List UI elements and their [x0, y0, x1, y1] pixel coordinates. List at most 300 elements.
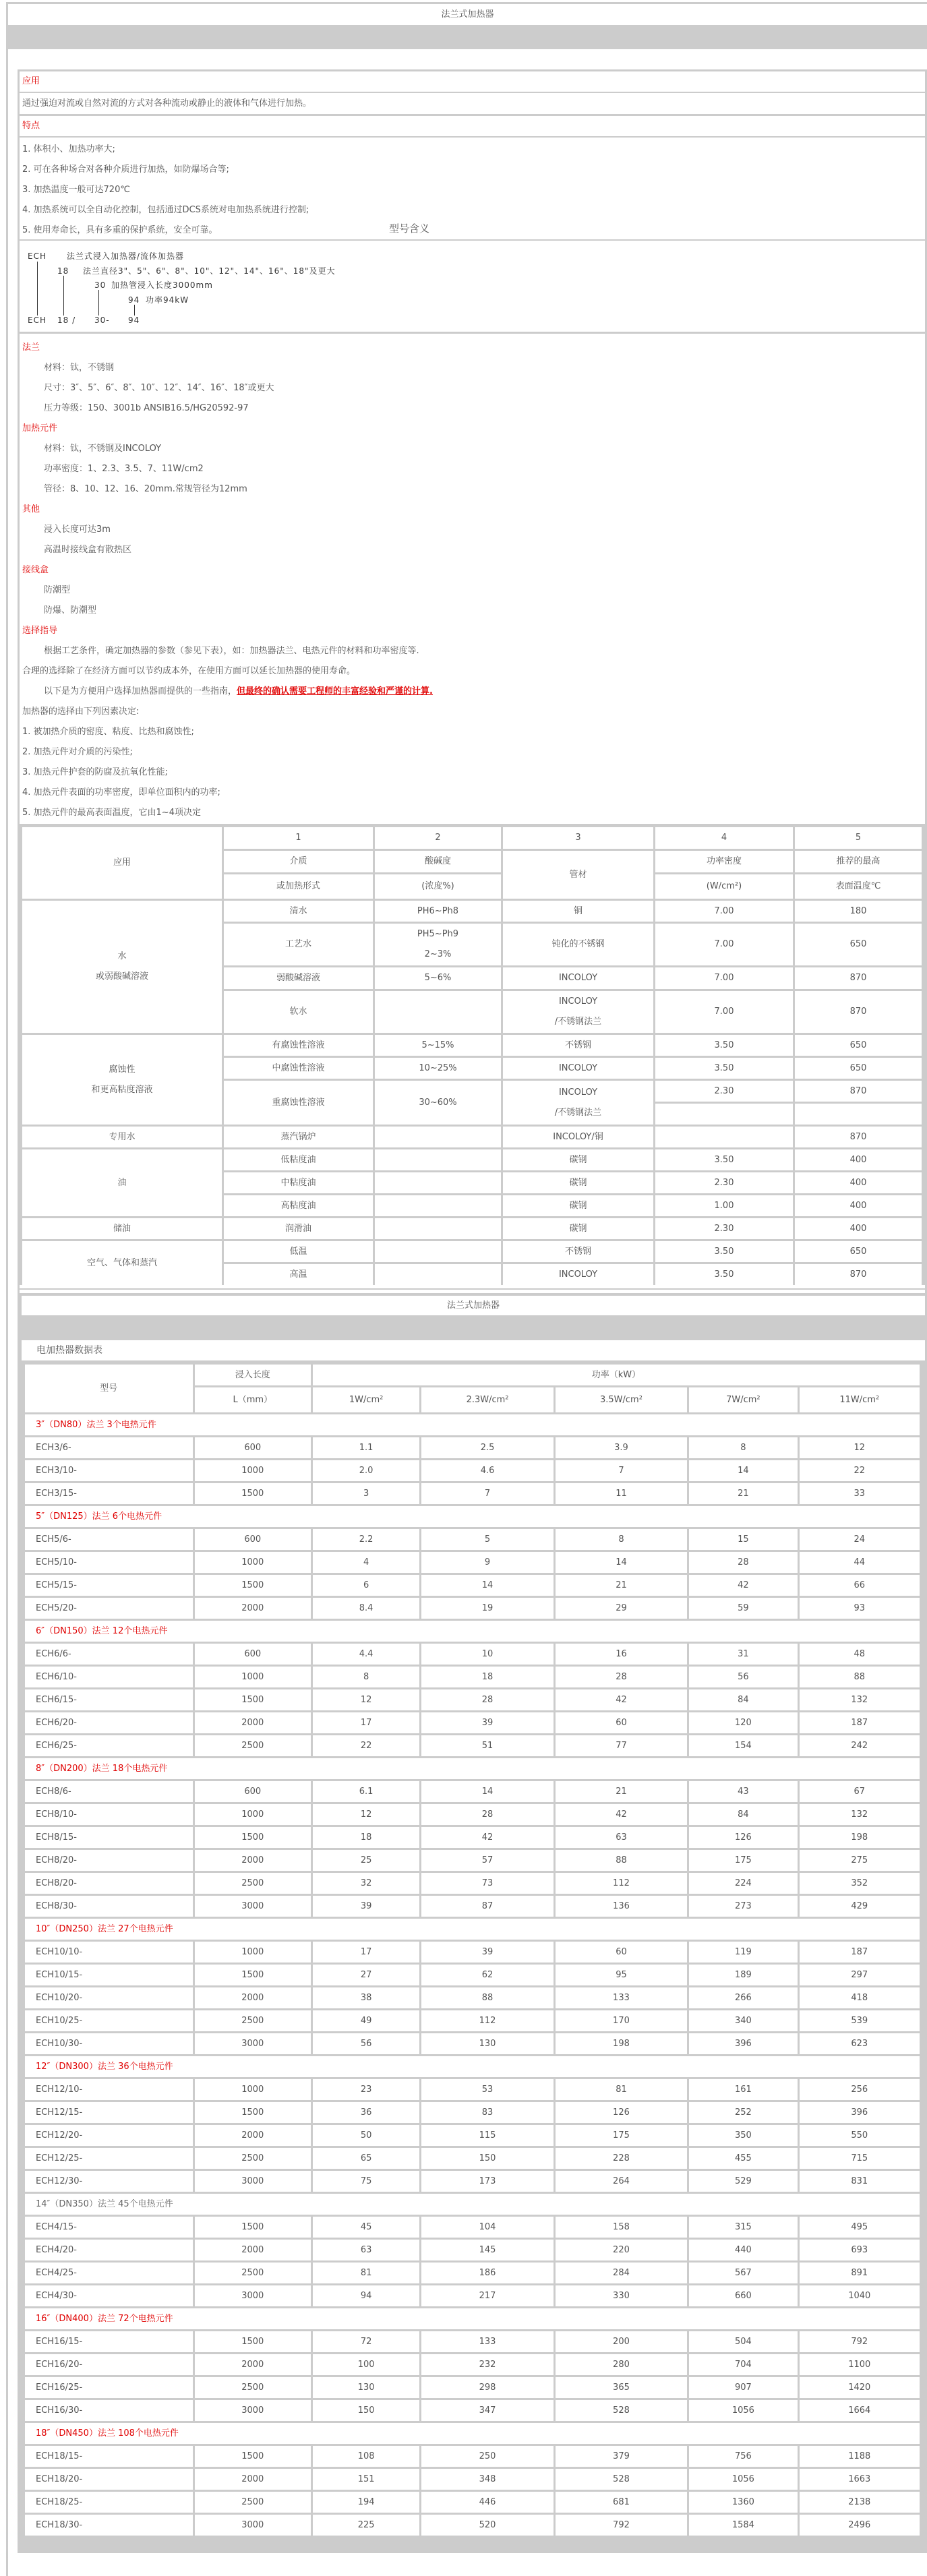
model-cell: ECH10/25-: [25, 2010, 193, 2031]
cell-line: 7.00: [714, 905, 734, 916]
cell-line: 3.50: [714, 1062, 734, 1073]
selection-cell: [795, 967, 922, 989]
model-cell: ECH18/20-: [25, 2469, 193, 2490]
title-band: [8, 25, 927, 49]
spec-text: 尺寸：3″、5″、6″、8″、10″、12″、14″、16″、18″或更大: [44, 383, 274, 393]
cell-line: 低温: [289, 1246, 307, 1257]
section-row: [25, 2423, 920, 2444]
power-cell: 39: [313, 1896, 419, 1917]
power-cell: 21: [556, 1575, 687, 1596]
spec-line: [22, 378, 925, 398]
section-row: [25, 1919, 920, 1940]
power-cell: 1420: [800, 2377, 920, 2398]
header-length-unit: L（mm）: [195, 1387, 311, 1412]
power-cell: 1056: [689, 2400, 797, 2421]
selection-cell: [795, 1241, 922, 1262]
power-cell: 4.4: [313, 1644, 419, 1665]
selection-cell: [503, 851, 653, 899]
power-cell: 59: [689, 1598, 797, 1619]
cell-line: 870: [849, 1131, 867, 1142]
feature-item: 3. 加热温度一般可达720℃: [22, 185, 130, 195]
cell-line: 180: [849, 905, 867, 916]
power-cell: 528: [556, 2469, 687, 2490]
selection-row: [22, 1149, 922, 1170]
length-cell: 1500: [195, 1689, 311, 1710]
selection-cell: [795, 1195, 922, 1216]
power-cell: 31: [689, 1644, 797, 1665]
power-cell: 32: [313, 1873, 419, 1894]
spec-text: 材料：钛，不锈钢: [44, 363, 115, 373]
diagram-bottom-30: 30-: [94, 316, 110, 325]
power-cell: 100: [313, 2354, 419, 2375]
table-row: [25, 1873, 920, 1894]
cell-line: 酸碱度: [424, 856, 451, 866]
length-cell: 3000: [195, 2171, 311, 2192]
diagram-30-desc: 加热管浸入长度3000mm: [111, 280, 213, 290]
selection-row: [22, 1241, 922, 1262]
diagram-line: [98, 290, 99, 316]
selection-cell: [503, 901, 653, 922]
length-cell: 1500: [195, 1575, 311, 1596]
table-row: [25, 1529, 920, 1550]
spec-line: [22, 783, 925, 803]
power-cell: 3.9: [556, 1437, 687, 1458]
table-row: [25, 2263, 920, 2283]
length-cell: 1000: [195, 1942, 311, 1963]
power-cell: 88: [800, 1667, 920, 1687]
power-cell: 6: [313, 1575, 419, 1596]
length-cell: 1000: [195, 1804, 311, 1825]
selection-cell: [795, 991, 922, 1033]
power-cell: 83: [421, 2102, 553, 2123]
power-cell: 12: [313, 1689, 419, 1710]
cell-line: 3.50: [714, 1269, 734, 1280]
power-cell: 264: [556, 2171, 687, 2192]
selection-cell: [375, 1241, 501, 1262]
power-cell: 63: [313, 2240, 419, 2260]
length-cell: 600: [195, 1644, 311, 1665]
cell-line: 铜: [573, 905, 582, 916]
spec-text: 根据工艺条件，确定加热器的参数（参见下表），如：加热器法兰、电热元件的材料和功率密度等.: [44, 646, 419, 656]
power-cell: 440: [689, 2240, 797, 2260]
power-cell: 298: [421, 2377, 553, 2398]
spec-line: [22, 398, 925, 419]
cell-line: 650: [849, 1246, 867, 1257]
section-row: [25, 1506, 920, 1527]
power-cell: 62: [421, 1965, 553, 1985]
selection-cell: [655, 1195, 793, 1216]
power-cell: 18: [313, 1827, 419, 1848]
length-cell: 3000: [195, 2285, 311, 2306]
table-row: [25, 2102, 920, 2123]
length-cell: 2500: [195, 1873, 311, 1894]
cell-line: PH5~Ph9: [417, 929, 459, 939]
model-cell: ECH12/30-: [25, 2171, 193, 2192]
selection-cell: [655, 1264, 793, 1285]
cell-line: 软水: [289, 1007, 307, 1017]
length-cell: 2500: [195, 2263, 311, 2283]
selection-cell: [655, 1035, 793, 1056]
table-row: [25, 1942, 920, 1963]
power-cell: 7: [556, 1460, 687, 1481]
table-row: [25, 1827, 920, 1848]
selection-cell: [503, 991, 653, 1033]
table-row: [25, 2240, 920, 2260]
power-cell: 1663: [800, 2469, 920, 2490]
table-row: [25, 1987, 920, 2008]
power-cell: 396: [800, 2102, 920, 2123]
model-cell: ECH6/15-: [25, 1689, 193, 1710]
selection-cell: [224, 1172, 373, 1193]
spec-heading: [22, 419, 925, 439]
cell-line: INCOLOY: [558, 1087, 598, 1098]
header-density-2: 2.3W/cm²: [421, 1387, 553, 1412]
model-cell: ECH16/15-: [25, 2331, 193, 2352]
cell-line: 7.00: [714, 1007, 734, 1017]
model-cell: ECH4/15-: [25, 2217, 193, 2238]
diagram-bottom-18: 18 /: [57, 316, 76, 325]
model-cell: ECH8/20-: [25, 1850, 193, 1871]
spec-text: 功率密度：1、2.3、3.5、7、11W/cm2: [44, 464, 204, 474]
power-cell: 352: [800, 1873, 920, 1894]
power-cell: 14: [421, 1575, 553, 1596]
power-cell: 242: [800, 1735, 920, 1756]
power-cell: 8.4: [313, 1598, 419, 1619]
spec-text: 法兰: [22, 342, 40, 353]
diagram-line: [63, 276, 64, 316]
power-cell: 550: [800, 2125, 920, 2146]
selection-cell: [375, 1127, 501, 1147]
selection-cell: [375, 901, 501, 922]
model-cell: ECH8/30-: [25, 1896, 193, 1917]
cell-line: 3.50: [714, 1154, 734, 1165]
power-cell: 28: [556, 1667, 687, 1687]
selection-cell: [503, 924, 653, 965]
model-cell: ECH4/25-: [25, 2263, 193, 2283]
spec-line: [22, 580, 925, 601]
cell-line: 高粘度油: [280, 1200, 316, 1211]
model-cell: ECH6/20-: [25, 1712, 193, 1733]
selection-cell: [503, 1241, 653, 1262]
power-cell: 1584: [689, 2515, 797, 2536]
spec-text: 压力等级：150、3001b ANSIB16.5/HG20592-97: [44, 403, 249, 413]
power-cell: 84: [689, 1689, 797, 1710]
length-cell: 1500: [195, 1965, 311, 1985]
power-cell: 130: [421, 2033, 553, 2054]
cell-line: 中粘度油: [280, 1177, 316, 1188]
table-row: [25, 1460, 920, 1481]
cell-line: 碳钢: [569, 1154, 587, 1165]
power-cell: 350: [689, 2125, 797, 2146]
spec-line: [22, 459, 925, 479]
power-cell: 186: [421, 2263, 553, 2283]
selection-cell: [375, 1264, 501, 1285]
selection-cell: [224, 1058, 373, 1079]
selection-cell: [22, 827, 222, 899]
spec-text: 接线盒: [22, 565, 49, 575]
power-cell: 528: [556, 2400, 687, 2421]
length-cell: 3000: [195, 2033, 311, 2054]
section-row: [25, 2056, 920, 2077]
cell-line: 400: [849, 1223, 867, 1234]
cell-line: 钝化的不锈钢: [551, 939, 605, 949]
selection-cell: [795, 874, 922, 899]
cell-line: 应用: [113, 858, 131, 868]
selection-cell: [655, 1058, 793, 1079]
power-cell: 150: [421, 2148, 553, 2169]
power-cell: 273: [689, 1896, 797, 1917]
length-cell: 1500: [195, 2446, 311, 2467]
features-list: [20, 138, 925, 239]
power-cell: 567: [689, 2263, 797, 2283]
spec-line: [22, 762, 925, 783]
selection-cell: [655, 827, 793, 849]
power-cell: 42: [689, 1575, 797, 1596]
spec-line: [22, 601, 925, 621]
selection-cell: [375, 1172, 501, 1193]
cell-line: 工艺水: [285, 939, 311, 949]
selection-cell: [795, 851, 922, 872]
power-cell: 756: [689, 2446, 797, 2467]
length-cell: 1000: [195, 1667, 311, 1687]
selection-cell: [795, 1218, 922, 1239]
power-cell: 693: [800, 2240, 920, 2260]
spec-heading: [22, 560, 925, 580]
selection-cell: [795, 924, 922, 965]
power-cell: 43: [689, 1781, 797, 1802]
power-cell: 200: [556, 2331, 687, 2352]
power-cell: 11: [556, 1483, 687, 1504]
length-cell: 2500: [195, 2377, 311, 2398]
power-cell: 189: [689, 1965, 797, 1985]
power-cell: 81: [556, 2079, 687, 2100]
spec-line: [22, 702, 925, 722]
power-cell: 115: [421, 2125, 553, 2146]
power-cell: 14: [421, 1781, 553, 1802]
selection-cell: [503, 1035, 653, 1056]
model-cell: ECH10/15-: [25, 1965, 193, 1985]
power-cell: 2.5: [421, 1437, 553, 1458]
cell-line: 400: [849, 1200, 867, 1211]
table-row: [25, 2515, 920, 2536]
power-cell: 175: [556, 2125, 687, 2146]
power-cell: 252: [689, 2102, 797, 2123]
power-cell: 75: [313, 2171, 419, 2192]
power-cell: 120: [689, 1712, 797, 1733]
selection-cell: [375, 1218, 501, 1239]
diagram-line: [134, 305, 135, 316]
power-cell: 715: [800, 2148, 920, 2169]
power-cell: 161: [689, 2079, 797, 2100]
power-cell: 94: [313, 2285, 419, 2306]
model-cell: ECH6/25-: [25, 1735, 193, 1756]
cell-line: 2.30: [714, 1177, 734, 1188]
power-cell: 42: [556, 1689, 687, 1710]
power-cell: 67: [800, 1781, 920, 1802]
table-row: [25, 2125, 920, 2146]
length-cell: 1500: [195, 2217, 311, 2238]
table-row: [25, 1781, 920, 1802]
power-cell: 95: [556, 1965, 687, 1985]
header-length: 浸入长度: [195, 1365, 311, 1385]
model-cell: ECH6/6-: [25, 1644, 193, 1665]
diagram-18: 18: [57, 266, 69, 276]
heater-data-table: [23, 1362, 922, 2538]
power-cell: 23: [313, 2079, 419, 2100]
table-row: [25, 1689, 920, 1710]
selection-cell: [224, 1218, 373, 1239]
power-cell: 132: [800, 1689, 920, 1710]
power-cell: 2.0: [313, 1460, 419, 1481]
spec-line: [22, 803, 925, 823]
power-cell: 1360: [689, 2492, 797, 2513]
spacer-strip: [20, 1290, 925, 1293]
power-cell: 57: [421, 1850, 553, 1871]
cell-line: 推荐的最高: [836, 856, 880, 866]
table-row: [25, 2354, 920, 2375]
diagram-18-desc: 法兰直径3"、5"、6"、8"、10"、12"、14"、16"、18"及更大: [83, 266, 336, 276]
section-title: 16″（DN400）法兰 72个电热元件: [25, 2308, 920, 2329]
selection-cell: [503, 1058, 653, 1079]
spec-text: 加热元件: [22, 423, 58, 433]
features-heading: 特点: [20, 116, 925, 136]
diagram-line: [37, 262, 38, 316]
table-row: [25, 2400, 920, 2421]
power-cell: 150: [313, 2400, 419, 2421]
table-row: [25, 1735, 920, 1756]
selection-cell: [795, 1172, 922, 1193]
selection-cell: [224, 1241, 373, 1262]
table-row: [25, 1644, 920, 1665]
power-cell: 19: [421, 1598, 553, 1619]
power-cell: 529: [689, 2171, 797, 2192]
diagram-bottom-94: 94: [128, 316, 140, 325]
power-cell: 792: [800, 2331, 920, 2352]
power-cell: 340: [689, 2010, 797, 2031]
spec-text: 管径：8、10、12、16、20mm.常规管径为12mm: [44, 484, 247, 494]
power-cell: 108: [313, 2446, 419, 2467]
power-cell: 704: [689, 2354, 797, 2375]
cell-line: 清水: [289, 905, 307, 916]
power-cell: 65: [313, 2148, 419, 2169]
power-cell: 133: [556, 1987, 687, 2008]
power-cell: 907: [689, 2377, 797, 2398]
cell-line: 碳钢: [569, 1177, 587, 1188]
power-cell: 315: [689, 2217, 797, 2238]
selection-cell: [224, 901, 373, 922]
power-cell: 1056: [689, 2469, 797, 2490]
power-cell: 495: [800, 2217, 920, 2238]
cell-line: 3.50: [714, 1246, 734, 1257]
spec-text: 1. 被加热介质的密度、粘度、比热和腐蚀性;: [22, 727, 194, 737]
power-cell: 297: [800, 1965, 920, 1985]
application-text: 通过强迫对流或自然对流的方式对各种流动或静止的液体和气体进行加热。: [20, 93, 925, 114]
table-row: [25, 2331, 920, 2352]
power-cell: 429: [800, 1896, 920, 1917]
spec-text: 加热器的选择由下列因素决定:: [22, 707, 140, 717]
section-row: [25, 2308, 920, 2329]
length-cell: 2000: [195, 2469, 311, 2490]
power-cell: 45: [313, 2217, 419, 2238]
length-cell: 2000: [195, 2354, 311, 2375]
model-cell: ECH16/30-: [25, 2400, 193, 2421]
power-cell: 198: [800, 1827, 920, 1848]
spec-text: 4. 加热元件表面的功率密度，即单位面积内的功率;: [22, 787, 220, 798]
power-cell: 455: [689, 2148, 797, 2169]
selection-cell: [503, 1218, 653, 1239]
selection-cell: [655, 1241, 793, 1262]
selection-cell: [503, 827, 653, 849]
selection-cell: [375, 1058, 501, 1079]
selection-cell: [375, 924, 501, 965]
spec-line: [22, 682, 925, 702]
section-title: 12″（DN300）法兰 36个电热元件: [25, 2056, 920, 2077]
second-title-band: [22, 1316, 925, 1340]
power-cell: 28: [689, 1552, 797, 1573]
power-cell: 88: [421, 1987, 553, 2008]
cell-line: 重腐蚀性溶液: [272, 1097, 325, 1108]
spec-text: 5. 加热元件的最高表面温度，它由1~4项决定: [22, 808, 201, 818]
power-cell: 38: [313, 1987, 419, 2008]
selection-cell: [655, 924, 793, 965]
spec-text: 2. 加热元件对介质的污染性;: [22, 747, 133, 757]
cell-line: 和更高粘度溶液: [91, 1084, 153, 1095]
length-cell: 2500: [195, 2148, 311, 2169]
spec-line: [22, 742, 925, 762]
selection-cell: [503, 1149, 653, 1170]
selection-cell: [795, 1149, 922, 1170]
table-row: [25, 1896, 920, 1917]
selection-cell: [224, 851, 373, 872]
table-row: [25, 1575, 920, 1596]
length-cell: 3000: [195, 2400, 311, 2421]
length-cell: 600: [195, 1437, 311, 1458]
power-cell: 4.6: [421, 1460, 553, 1481]
model-cell: ECH12/15-: [25, 2102, 193, 2123]
spec-line: [22, 439, 925, 459]
power-cell: 187: [800, 1712, 920, 1733]
selection-cell: [22, 1241, 222, 1285]
selection-cell: [224, 967, 373, 989]
section-title: 8″（DN200）法兰 18个电热元件: [25, 1758, 920, 1779]
power-cell: 17: [313, 1942, 419, 1963]
cell-line: 水: [117, 951, 127, 961]
power-cell: 104: [421, 2217, 553, 2238]
model-cell: ECH3/15-: [25, 1483, 193, 1504]
cell-line: 或弱酸碱溶液: [95, 971, 148, 982]
model-cell: ECH18/30-: [25, 2515, 193, 2536]
power-cell: 33: [800, 1483, 920, 1504]
power-cell: 2.2: [313, 1529, 419, 1550]
cell-line: 碳钢: [569, 1200, 587, 1211]
power-cell: 88: [556, 1850, 687, 1871]
cell-line: 不锈钢: [564, 1246, 591, 1257]
power-cell: 348: [421, 2469, 553, 2490]
cell-line: 或加热形式: [276, 881, 320, 891]
selection-cell: [224, 1149, 373, 1170]
length-cell: 2000: [195, 1712, 311, 1733]
power-cell: 126: [689, 1827, 797, 1848]
cell-line: 5~15%: [421, 1040, 454, 1050]
cell-line: INCOLOY/铜: [553, 1131, 603, 1142]
cell-line: 870: [849, 1085, 867, 1096]
model-cell: ECH16/25-: [25, 2377, 193, 2398]
power-cell: 1100: [800, 2354, 920, 2375]
power-cell: 330: [556, 2285, 687, 2306]
cell-line: INCOLOY: [558, 996, 598, 1007]
length-cell: 1500: [195, 2331, 311, 2352]
power-cell: 1.1: [313, 1437, 419, 1458]
